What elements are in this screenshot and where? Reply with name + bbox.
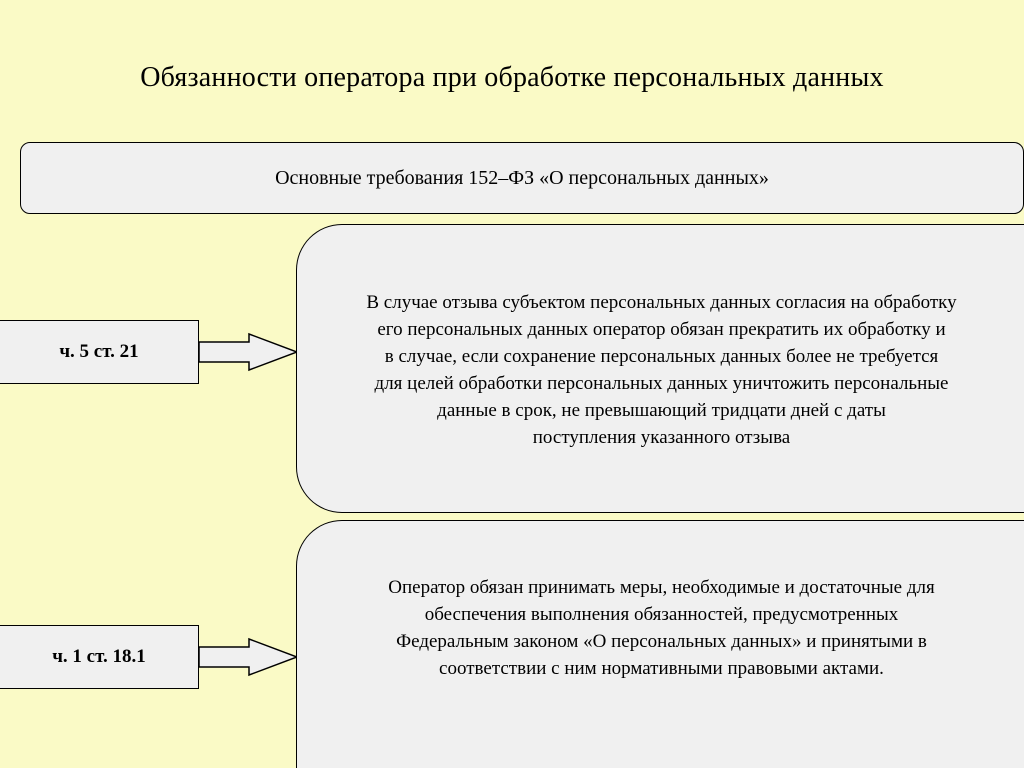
page-title: Обязанности оператора при обработке персональных данных (140, 62, 884, 93)
reference-label-art18-1: ч. 1 ст. 18.1 (52, 646, 146, 667)
obligation-box-measures (296, 520, 1024, 768)
arrow-right-icon (199, 332, 299, 372)
obligation-text-measures: Оператор обязан принимать меры, необходимые и достаточные для обеспечения выполнения обязанностей, предусмотренных Федеральным законом «О персональных данных» и принятыми в соответствии с ним нормативными правовыми актами. (388, 577, 935, 679)
main-requirements-label: Основные требования 152–ФЗ «О персональных данных» (275, 166, 769, 189)
reference-box-art18-1 (0, 625, 199, 689)
reference-box-art21 (0, 320, 199, 384)
obligation-box-withdrawal (296, 224, 1024, 513)
arrow-right-icon (199, 637, 299, 677)
reference-label-art21: ч. 5 ст. 21 (59, 341, 139, 362)
main-requirements-box (20, 142, 1024, 214)
obligation-text-withdrawal: В случае отзыва субъектом персональных данных согласия на обработку его персональных данных оператор обязан прекратить их обработку и в случае, если сохранение персональных данных более не требуется для целей обработки персональных данных уничтожить персональные данные в срок, не превышающий тридцати дней с даты поступления указанного отзыва (366, 292, 957, 448)
